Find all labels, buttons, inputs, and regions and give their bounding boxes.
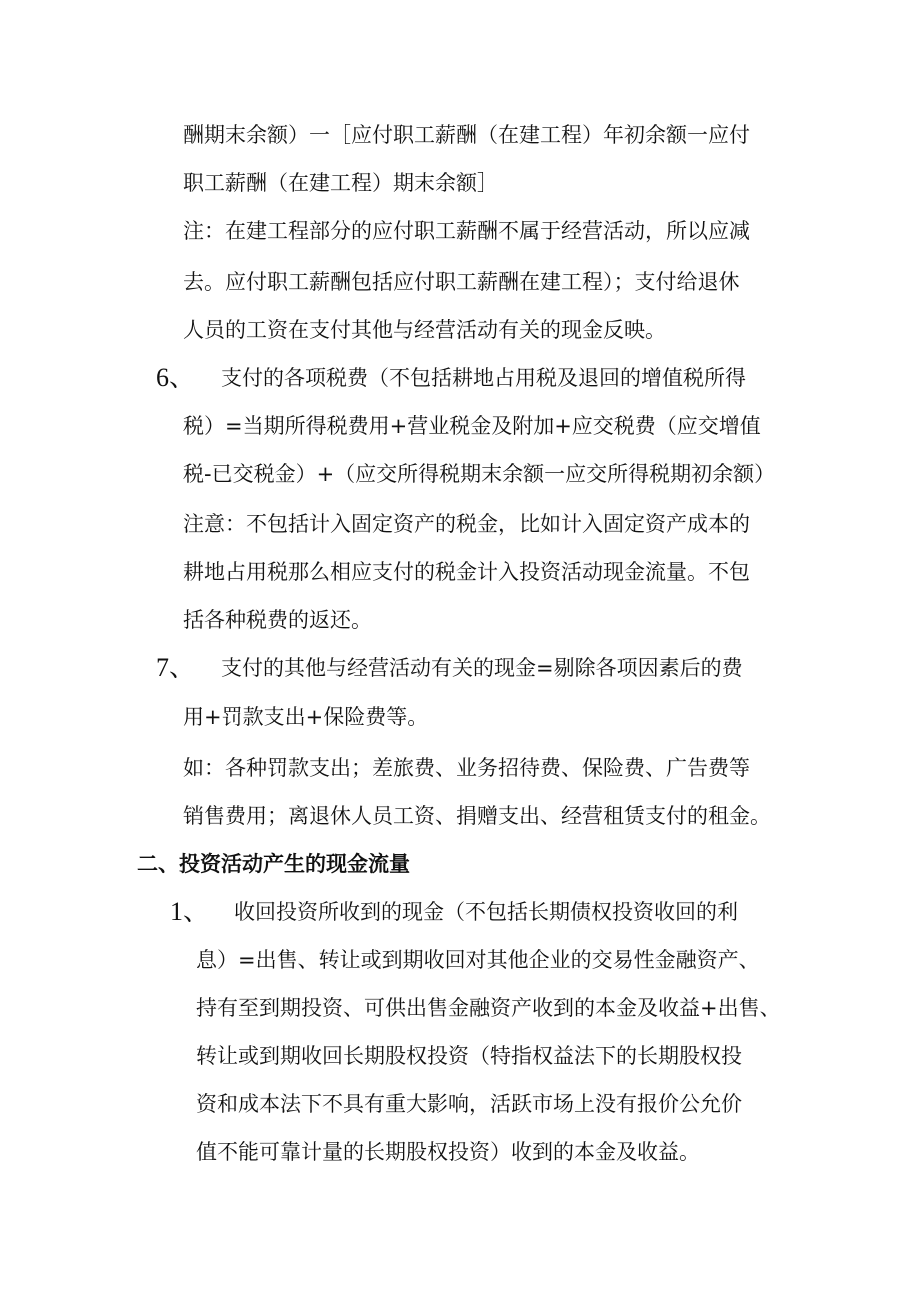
item-6-note-line-1: 注意：不包括计入固定资产的税金，比如计入固定资产成本的 [183, 512, 750, 536]
salary-paragraph-line-1: 酬期末余额）一［应付职工薪酬（在建工程）年初余额一应付 [183, 123, 750, 147]
item-6-line-2: 税）=当期所得税费用+营业税金及附加+应交税费（应交增值 [183, 414, 761, 438]
salary-paragraph-line-2: 职工薪酬（在建工程）期末余额］ [183, 171, 498, 195]
section-2-item-1-number: 1、 [170, 897, 210, 926]
section-2-item-1-line-4: 转让或到期收回长期股权投资（特指权益法下的长期股权投 [196, 1044, 742, 1068]
item-7-example-line-1: 如：各种罚款支出；差旅费、业务招待费、保险费、广告费等 [183, 756, 750, 780]
item-7-line-1: 支付的其他与经营活动有关的现金=剔除各项因素后的费 [221, 656, 743, 680]
section-2-item-1-line-6: 值不能可靠计量的长期股权投资）收到的本金及收益。 [196, 1140, 700, 1164]
item-6-number: 6、 [156, 363, 196, 392]
item-6-note-line-3: 括各种税费的返还。 [183, 608, 372, 632]
section-2-heading: 二、投资活动产生的现金流量 [137, 852, 410, 876]
item-7-example-line-2: 销售费用；离退休人员工资、捐赠支出、经营租赁支付的租金。 [183, 804, 771, 828]
item-7-line-2: 用+罚款支出+保险费等。 [183, 705, 429, 729]
item-7-number: 7、 [156, 653, 196, 682]
section-2-item-1-line-1: 收回投资所收到的现金（不包括长期债权投资收回的利 [234, 900, 738, 924]
item-6-line-1: 支付的各项税费（不包括耕地占用税及退回的增值税所得 [221, 366, 746, 390]
salary-note-line-3: 人员的工资在支付其他与经营活动有关的现金反映。 [183, 318, 666, 342]
section-2-item-1-line-3: 持有至到期投资、可供出售金融资产收到的本金及收益+出售、 [196, 996, 781, 1020]
section-2-item-1-line-5: 资和成本法下不具有重大影响，活跃市场上没有报价公允价 [196, 1092, 742, 1116]
salary-note-line-2: 去。应付职工薪酬包括应付职工薪酬在建工程）；支付给退休 [183, 270, 740, 294]
salary-note-line-1: 注：在建工程部分的应付职工薪酬不属于经营活动，所以应减 [183, 219, 750, 243]
item-6-line-3: 税-已交税金）+（应交所得税期末余额一应交所得税期初余额） [183, 462, 776, 486]
section-2-item-1-line-2: 息）=出售、转让或到期收回对其他企业的交易性金融资产、 [196, 948, 760, 972]
item-6-note-line-2: 耕地占用税那么相应支付的税金计入投资活动现金流量。不包 [183, 560, 750, 584]
